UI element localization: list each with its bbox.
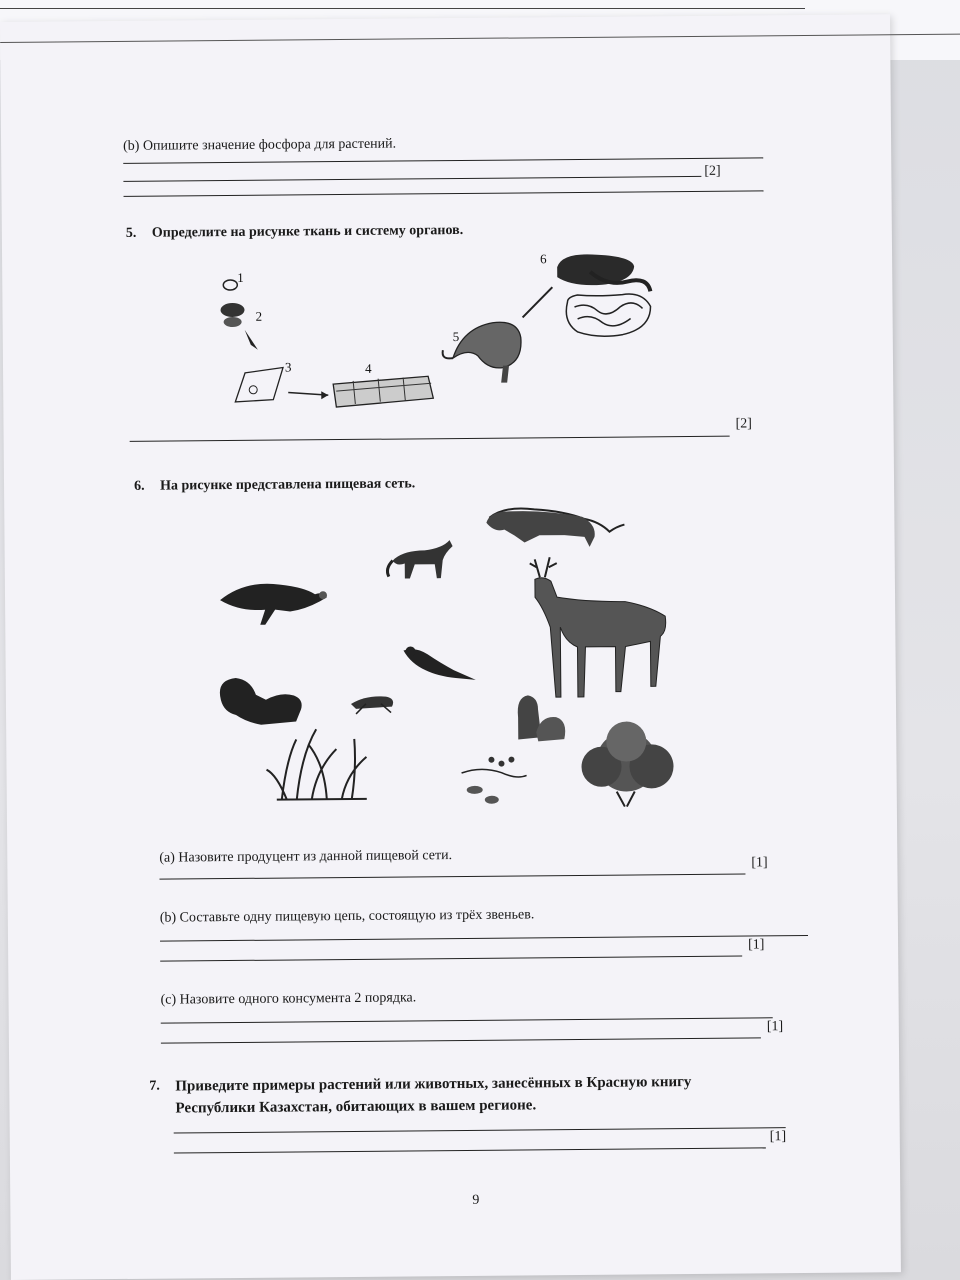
deer-figure — [530, 556, 667, 697]
page-number: 9 — [472, 1192, 480, 1208]
q7-answer-line-1[interactable] — [174, 1127, 786, 1133]
q5-organ-diagram — [202, 246, 663, 420]
q6c-answer-line-2[interactable] — [161, 1037, 761, 1043]
top-rule — [0, 34, 960, 43]
q5-mark: [2] — [735, 416, 752, 432]
q6b-answer-line-1[interactable] — [160, 935, 808, 942]
q4b-mark: [2] — [704, 163, 721, 179]
q5-answer-line[interactable] — [130, 436, 730, 442]
q6-food-web-illustration — [204, 496, 707, 820]
q5-text: Определите на рисунке ткань и систему органов. — [151, 222, 464, 241]
q6b-mark: [1] — [748, 937, 765, 953]
fox-figure — [387, 540, 453, 579]
q5-label-2: 2 — [255, 308, 263, 324]
q6-text: На рисунке представлена пищевая сеть. — [159, 476, 416, 494]
q5-label-3: 3 — [284, 359, 292, 375]
q5-label-6: 6 — [540, 251, 547, 267]
q4b-answer-line-3[interactable] — [124, 190, 764, 197]
q4b-answer-line-1[interactable] — [123, 157, 763, 164]
q7-answer-line-2[interactable] — [174, 1147, 766, 1153]
squirrel-figure — [220, 677, 302, 725]
magpie-figure — [403, 646, 475, 681]
q4b-answer-line-2[interactable] — [123, 176, 701, 182]
q5-label-5: 5 — [452, 329, 460, 345]
q6c-mark: [1] — [766, 1019, 784, 1035]
q5-label-1: 1 — [237, 269, 244, 285]
q7-text-line-2: Республики Казахстан, обитающих в вашем регионе. — [175, 1097, 537, 1117]
q6c-answer-line-1[interactable] — [161, 1017, 773, 1023]
q6c-text: (c) Назовите одного консумента 2 порядка. — [160, 990, 417, 1008]
grass-figure — [266, 729, 367, 800]
worksheet-page — [0, 14, 901, 1280]
q5-number: 5. — [125, 225, 137, 241]
q7-text-line-1: Приведите примеры растений или животных, занесённых в Красную книгу — [175, 1074, 692, 1095]
q7-mark: [1] — [769, 1129, 787, 1145]
puma-figure — [486, 508, 624, 548]
q6a-mark: [1] — [751, 855, 768, 871]
q6-number: 6. — [133, 478, 145, 494]
q4b-text: (b) Опишите значение фосфора для растений. — [123, 136, 397, 154]
q6b-answer-line-2[interactable] — [160, 956, 742, 962]
q6a-text: (a) Назовите продуцент из данной пищевой сети. — [159, 848, 453, 866]
bush-figure — [581, 721, 674, 807]
q5-label-4: 4 — [364, 360, 372, 376]
marmot-figure — [518, 695, 566, 741]
seeds-figure — [461, 756, 526, 804]
q6b-text: (b) Составьте одну пищевую цепь, состоящую из трёх звеньев. — [159, 907, 535, 926]
grasshopper-figure — [351, 696, 393, 714]
q6a-answer-line[interactable] — [159, 874, 745, 880]
vulture-figure — [220, 583, 327, 625]
q7-number: 7. — [149, 1078, 160, 1094]
